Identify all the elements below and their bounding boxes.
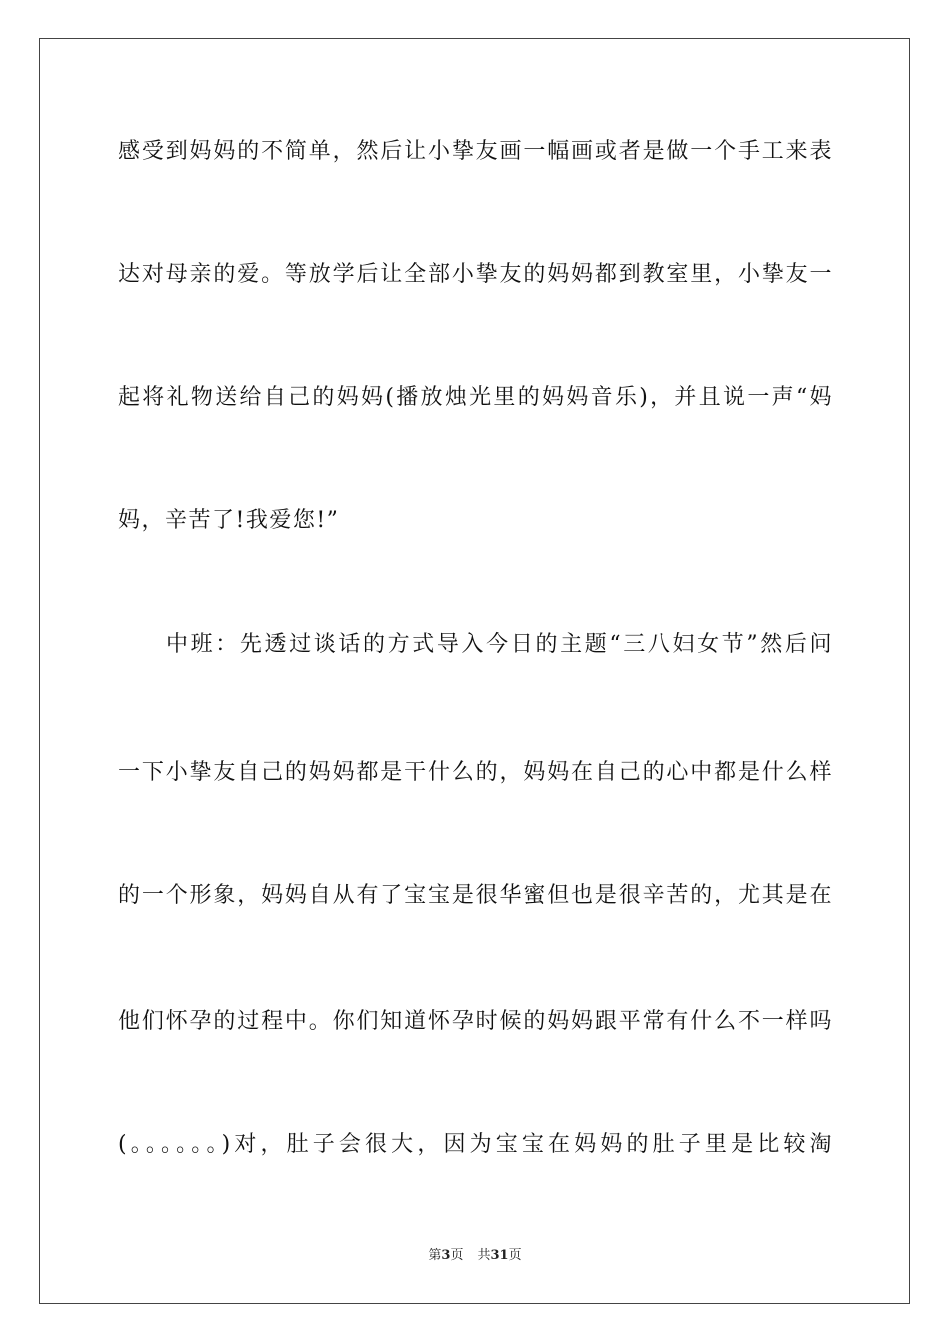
footer-total-prefix: 共: [477, 1248, 491, 1263]
paragraph-start-line: 中班：先透过谈话的方式导入今日的主题“三八妇女节”然后问: [166, 632, 832, 657]
footer-current-page: 3: [441, 1248, 451, 1263]
text-line-9: (。。。。。。)对，肚子会很大，因为宝宝在妈妈的肚子里是比较淘: [118, 1132, 832, 1157]
text-line-1: 感受到妈妈的不简单，然后让小挚友画一幅画或者是做一个手工来表: [118, 139, 832, 164]
page-border: [39, 38, 910, 1304]
text-line-4: 妈，辛苦了!我爱您!”: [118, 508, 340, 533]
footer-page-prefix: 第: [428, 1248, 442, 1263]
footer-page-suffix: 页: [450, 1248, 464, 1263]
text-line-2: 达对母亲的爱。等放学后让全部小挚友的妈妈都到教室里，小挚友一: [118, 262, 832, 287]
text-line-3: 起将礼物送给自己的妈妈(播放烛光里的妈妈音乐)，并且说一声“妈: [118, 385, 832, 410]
page-footer: [0, 1248, 950, 1264]
footer-total-pages: 31: [490, 1248, 509, 1263]
footer-total-suffix: 页: [508, 1248, 522, 1263]
text-line-6: 一下小挚友自己的妈妈都是干什么的，妈妈在自己的心中都是什么样: [118, 760, 832, 785]
text-line-8: 他们怀孕的过程中。你们知道怀孕时候的妈妈跟平常有什么不一样吗: [118, 1009, 832, 1034]
text-line-7: 的一个形象，妈妈自从有了宝宝是很华蜜但也是很辛苦的，尤其是在: [118, 883, 832, 908]
